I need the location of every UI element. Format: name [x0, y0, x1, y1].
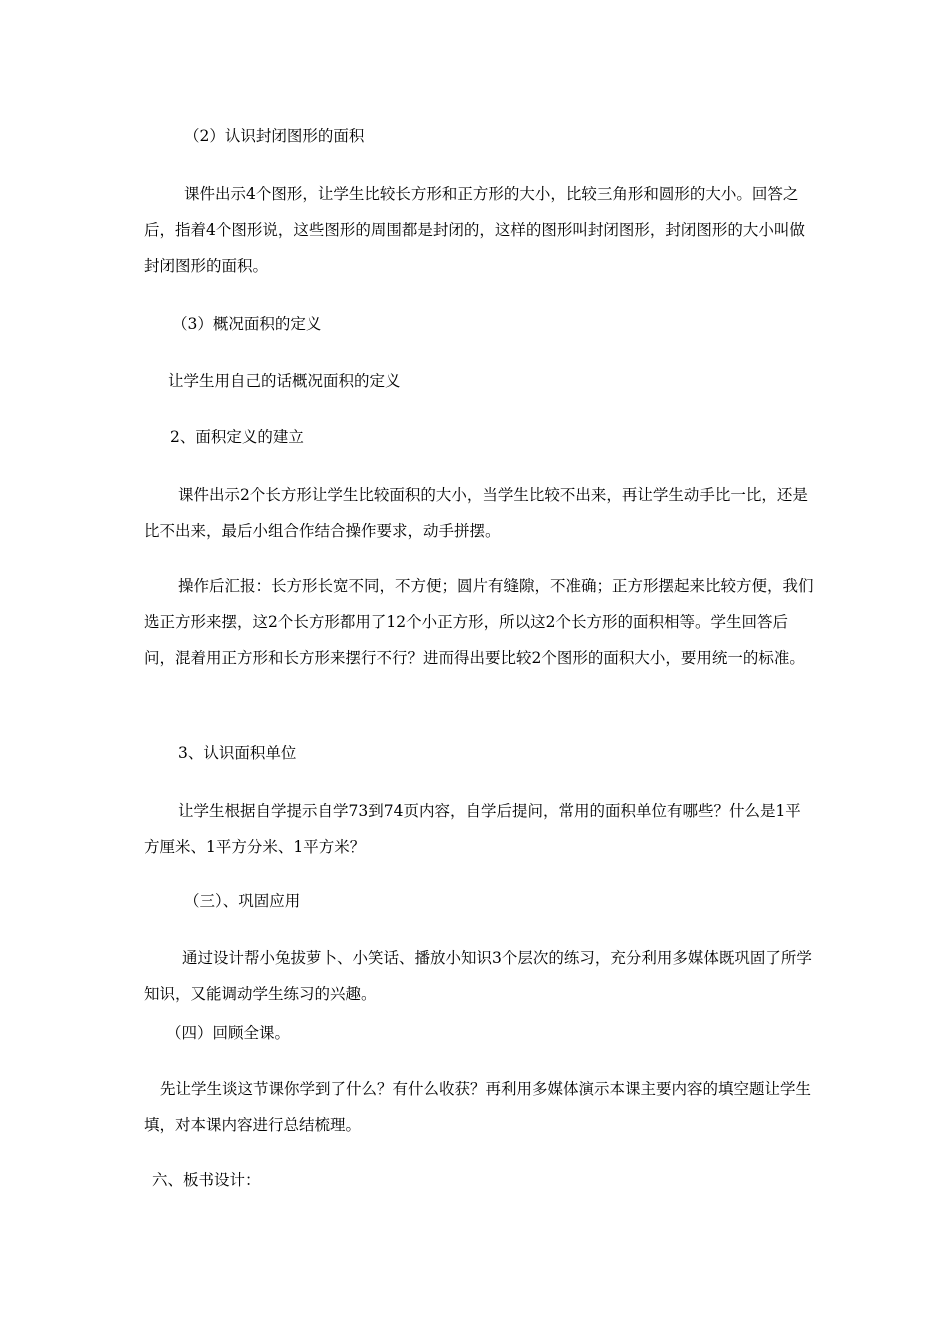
section-heading-establish-definition: 2、面积定义的建立 [170, 428, 304, 446]
paragraph-enclosed-shapes: 课件出示4个图形，让学生比较长方形和正方形的大小，比较三角形和圆形的大小。回答之后，指着4个图形说，这些图形的周围都是封闭的，这样的图形叫封闭图形，封闭图形的大小叫做封闭图形的面积。 [144, 185, 805, 275]
section-heading-consolidation: （三）、巩固应用 [184, 892, 301, 910]
section-heading-review: （四）回顾全课。 [166, 1024, 291, 1042]
paragraph-compare-rectangles: 课件出示2个长方形让学生比较面积的大小，当学生比较不出来，再让学生动手比一比，还是比不出来，最后小组合作结合操作要求，动手拼摆。 [144, 486, 808, 540]
paragraph-self-study-units: 让学生根据自学提示自学73到74页内容，自学后提问，常用的面积单位有哪些？什么是1平方厘米、1平方分米、1平方米？ [144, 802, 801, 856]
section-heading-enclosed-area: （2）认识封闭图形的面积 [184, 127, 365, 145]
paragraph-practice-design: 通过设计帮小兔拔萝卜、小笑话、播放小知识3个层次的练习，充分利用多媒体既巩固了所学知识，又能调动学生练习的兴趣。 [144, 949, 812, 1003]
section-heading-area-definition: （3）概况面积的定义 [172, 315, 322, 333]
paragraph-students-define-area: 让学生用自己的话概况面积的定义 [168, 372, 401, 390]
paragraph-summary: 先让学生谈这节课你学到了什么？有什么收获？再利用多媒体演示本课主要内容的填空题让学生填，对本课内容进行总结梳理。 [144, 1080, 812, 1134]
paragraph-operation-report: 操作后汇报：长方形长宽不同，不方便；圆片有缝隙，不准确；正方形摆起来比较方便，我们选正方形来摆，这2个长方形都用了12个小正方形，所以这2个长方形的面积相等。学生回答后问，混着用正方形和长方形来摆行不行？进而得出要比较2个图形的面积大小，要用统一的标准。 [144, 577, 814, 667]
section-heading-area-units: 3、认识面积单位 [178, 744, 297, 762]
section-heading-blackboard-design: 六、板书设计： [152, 1171, 261, 1189]
